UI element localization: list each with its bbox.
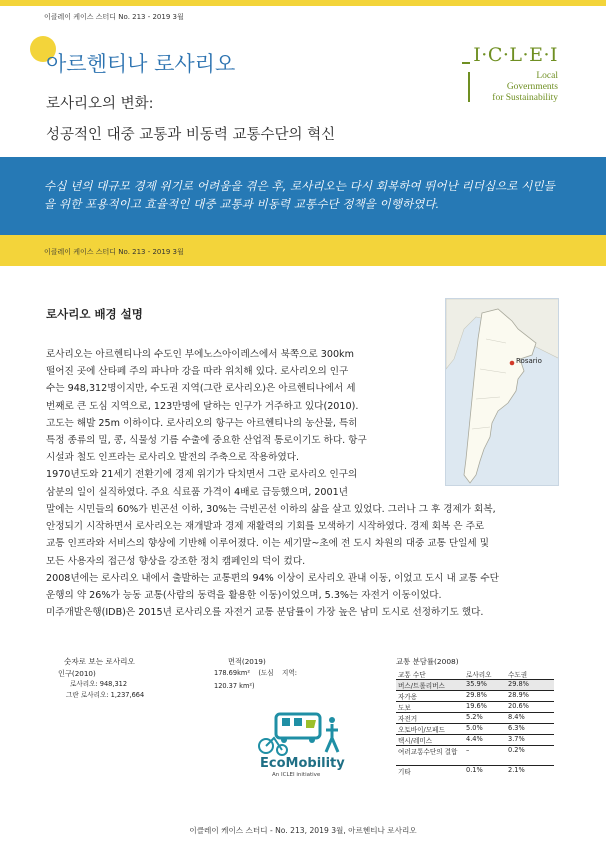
iclei-logo-bar [468, 72, 470, 102]
mode-cell: 자전거 [396, 713, 464, 724]
argentina-map [445, 298, 559, 486]
body-line: 로사리오는 아르헨티나의 수도인 부에노스아이레스에서 북쪽으로 300km [46, 349, 354, 360]
rosario-cell: 5.0% [464, 724, 506, 735]
metro-cell: 20.6% [506, 702, 554, 713]
body-line: 미주개발은행(IDB)은 2015년 로사리오를 자전거 교통 분담률이 가장 높은 남미 도시로 선정하기도 했다. [46, 607, 484, 619]
iclei-logo-line-3: for Sustainability [492, 93, 558, 103]
mode-cell: 자가용 [396, 691, 464, 702]
iclei-logo-line-2: Governments [506, 82, 558, 92]
subtitle-line-1: 로사리오의 변화: [46, 96, 154, 112]
section-title: 로사리오 배경 설명 [46, 307, 143, 321]
body-paragraph-1 [46, 346, 406, 501]
stats-area-box [214, 656, 364, 692]
mode-cell: 여러교통수단의 결합 [396, 746, 464, 766]
column-header: 교통 수단 [396, 669, 464, 680]
rosario-cell: 35.9% [464, 680, 506, 691]
stats-area-core: 120.37 km²) [214, 682, 255, 690]
iclei-logo-letters: I·C·L·E·I [473, 44, 558, 66]
body-paragraph-2 [46, 570, 566, 622]
footer-text: 이클레이 케이스 스터디 - No. 213, 2019 3월, 아르헨티나 로사리오 [189, 826, 417, 835]
body-line: 운행의 약 26%가 능동 교통(사람의 동력을 활용한 이동)이었으며, 5.3%는 자전거 이동이었다. [46, 590, 442, 602]
page-title: 아르헨티나 로사리오 [46, 52, 236, 76]
rosario-cell: 0.1% [466, 766, 483, 774]
body-line: 2008년에는 로사리오 내에서 출발하는 교통편의 94% 이상이 로사리오 관내 이동, 이었고 도시 내 교통 수단 [46, 573, 499, 584]
modal-split-table [396, 669, 554, 776]
body-line: 수는 948,312명이지만, 수도권 지역(그란 로사리오)은 아르헨티나에서 세 [46, 383, 356, 395]
table-header-row [396, 669, 554, 680]
body-line: 교통 인프라와 서비스의 향상에 기반해 이루어졌다. 이는 세기말~초에 전 도시 차원의 대중 교통 단일세 및 [46, 538, 490, 550]
table-row [396, 691, 554, 702]
iclei-logo-line-1: Local [536, 71, 558, 81]
column-header: 수도권 [506, 669, 554, 680]
mode-cell: 오토바이/모페드 [396, 724, 464, 735]
ecomobility-logo [254, 710, 346, 780]
body-line: 안정되기 시작하면서 로사리오는 재개발과 경제 재활력의 기회를 모색하기 시작하였다. 경제 회복 은 주로 [46, 521, 485, 533]
table-row [396, 680, 554, 691]
iclei-logo [452, 44, 562, 110]
modal-split-box [396, 656, 556, 776]
metro-cell: 0.2% [506, 746, 554, 766]
ecomobility-tagline: An ICLEI initiative [272, 772, 321, 778]
table-row [396, 746, 554, 766]
metro-cell: 28.9% [506, 691, 554, 702]
metro-cell: 29.8% [506, 680, 554, 691]
stats-area-label: 면적(2019) [228, 657, 266, 666]
mode-cell: 택시/레미스 [396, 735, 464, 746]
intro-band [0, 157, 606, 235]
stats-pop-metro: 그란 로사리오: 1,237,664 [66, 691, 145, 699]
metro-cell: 6.3% [506, 724, 554, 735]
rosario-cell: 29.8% [464, 691, 506, 702]
rosario-cell: – [464, 746, 506, 766]
ecomobility-icon [254, 710, 346, 756]
body-paragraph-1-continued [46, 501, 566, 570]
ecomobility-name: EcoMobility [260, 756, 345, 771]
body-line: 번째로 큰 도심 지역으로, 123만명에 달하는 인구가 거주하고 있다(2010). [46, 400, 359, 412]
intro-text: 수십 년의 대규모 경제 위기로 어려움을 겪은 후, 로사리오는 다시 회복하여 뛰어난 리더십으로 시민들을 위한 포용적이고 효율적인 대중 교통과 비동력 교통수단 정책을 이행하였다. [44, 179, 555, 211]
body-line: 고도는 해발 25m 이하이다. 로사리오의 항구는 아르헨티나의 농산물, 특히 [46, 417, 358, 429]
mode-cell: 기타 [398, 768, 411, 776]
top-yellow-bar [0, 0, 606, 6]
iclei-logo-tick [462, 62, 470, 64]
metro-cell: 8.4% [506, 713, 554, 724]
subheader-band [0, 235, 606, 266]
stats-box [58, 656, 208, 701]
modal-split-title: 교통 분담률(2008) [396, 657, 459, 666]
body-line: 삼분의 일이 실직하였다. 주요 식료품 가격이 4배로 급등했으며, 2001년 [46, 486, 348, 498]
stats-area-city: 178.69km² (도심 지역: [214, 669, 297, 677]
mode-cell: 도보 [396, 702, 464, 713]
map-city-label: Rosario [516, 357, 542, 365]
table-row [396, 713, 554, 724]
stats-pop-label: 인구(2010) [58, 669, 96, 678]
body-line: 떨어진 곳에 산타페 주의 파나마 강을 따라 위치해 있다. 로사리오의 인구 [46, 366, 349, 378]
mode-cell: 버스/트롤리버스 [396, 680, 464, 691]
subtitle-line-2: 성공적인 대중 교통과 비동력 교통수단의 혁신 [46, 127, 336, 143]
stats-heading: 숫자로 보는 로사리오 [64, 657, 135, 666]
body-line: 시설과 철도 인프라는 로사리오 발전의 주축으로 작용하였다. [46, 452, 300, 464]
table-row [396, 702, 554, 713]
table-row [396, 735, 554, 746]
column-header: 로사리오 [464, 669, 506, 680]
metro-cell: 3.7% [506, 735, 554, 746]
body-line: 모든 사용자의 접근성 향상을 강조한 정치 캠페인의 덕이 컸다. [46, 555, 306, 567]
table-row [396, 724, 554, 735]
stats-pop-city: 로사리오: 948,312 [70, 680, 128, 688]
metro-cell: 2.1% [508, 766, 525, 774]
body-line: 1970년도와 21세기 전환기에 경제 위기가 닥치면서 그란 로사리오 인구의 [46, 469, 358, 481]
case-study-label: 이클레이 케이스 스터디 No. 213 - 2019 3월 [44, 13, 184, 21]
subheader-case-label: 이클레이 케이스 스터디 No. 213 - 2019 3월 [44, 248, 184, 256]
body-line: 말에는 시민들의 60%가 빈곤선 이하, 30%는 극빈곤선 이하의 삶을 살고 있었다. 그러나 그 후 경제가 회복, [46, 504, 496, 515]
rosario-cell: 19.6% [464, 702, 506, 713]
rosario-marker [510, 361, 515, 366]
table-row [396, 766, 554, 777]
rosario-cell: 5.2% [464, 713, 506, 724]
rosario-cell: 4.4% [464, 735, 506, 746]
body-line: 특정 종류의 밀, 콩, 식물성 기름 수출에 중요한 산업적 통로이기도 하다. 항구 [46, 435, 367, 447]
argentina-map-graphic [446, 299, 559, 486]
